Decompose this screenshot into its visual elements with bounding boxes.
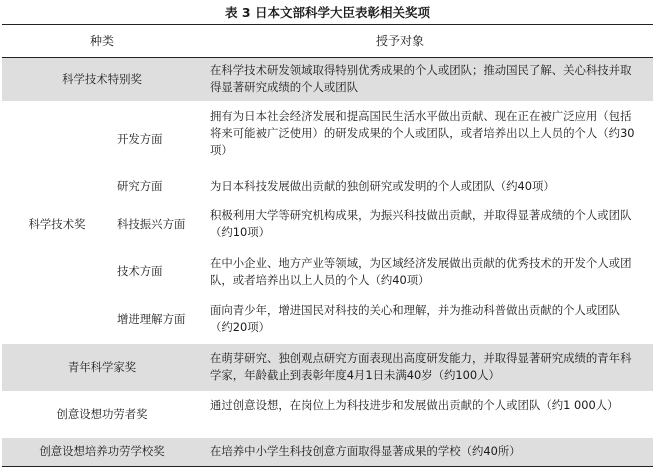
target-science-tech-special: 在科学技术研发领域取得特别优秀成果的个人或团队；推动国民了解、关心科技并取得显著研究成绩的个人或团队	[210, 63, 632, 94]
category-creative-school: 创意设想培养功劳学校奖	[39, 444, 165, 458]
subcategory-technology: 技术方面	[117, 264, 163, 278]
subcategory-research: 研究方面	[117, 179, 163, 193]
subcategory-understanding: 增进理解方面	[117, 312, 186, 326]
table-title: 表 3 日本文部科学大臣表彰相关奖项	[225, 5, 430, 20]
category-science-tech: 科学技术奖	[28, 217, 86, 231]
subcategory-development: 开发方面	[117, 132, 163, 146]
category-science-tech-special: 科学技术特别奖	[62, 72, 142, 86]
target-creative-idea: 通过创意设想，在岗位上为科技进步和发展做出贡献的个人或团队（约1 000人）	[210, 398, 619, 412]
target-promotion: 积极利用大学等研究机构成果，为振兴科技做出贡献，并取得显著成绩的个人或团队（约10项）	[210, 208, 632, 239]
target-creative-school: 在培养中小学生科技创意方面取得显著成果的学校（约40所）	[210, 444, 521, 458]
header-category: 种类	[89, 34, 114, 48]
bottom-rule	[2, 466, 653, 467]
target-development: 拥有为日本社会经济发展和提高国民生活水平做出贡献、现在正在被广泛应用（包括将来可能被广泛使用）的研发成果的个人或团队，或者培养出以上人员的个人（约30项）	[210, 109, 635, 157]
target-young-scientist: 在萌芽研究、独创观点研究方面表现出高度研发能力，并取得显著研究成绩的青年科学家，年龄截止到表彰年度4月1日未满40岁（约100人）	[210, 351, 632, 382]
top-rule	[2, 24, 653, 25]
target-research: 为日本科技发展做出贡献的独创研究或发明的个人或团队（约40项）	[210, 179, 555, 193]
subcategory-promotion: 科技振兴方面	[117, 217, 186, 231]
target-understanding: 面向青少年，增进国民对科技的关心和理解，并为推动科普做出贡献的个人或团队（约20项）	[210, 303, 621, 334]
category-creative-idea: 创意设想功劳者奖	[56, 407, 148, 421]
target-technology: 在中小企业、地方产业等领域，为区域经济发展做出贡献的优秀技术的开发个人或团队，或者培养出以上人员的个人（约40项）	[210, 256, 632, 287]
category-young-scientist: 青年科学家奖	[67, 360, 137, 374]
header-target: 授予对象	[375, 34, 424, 48]
